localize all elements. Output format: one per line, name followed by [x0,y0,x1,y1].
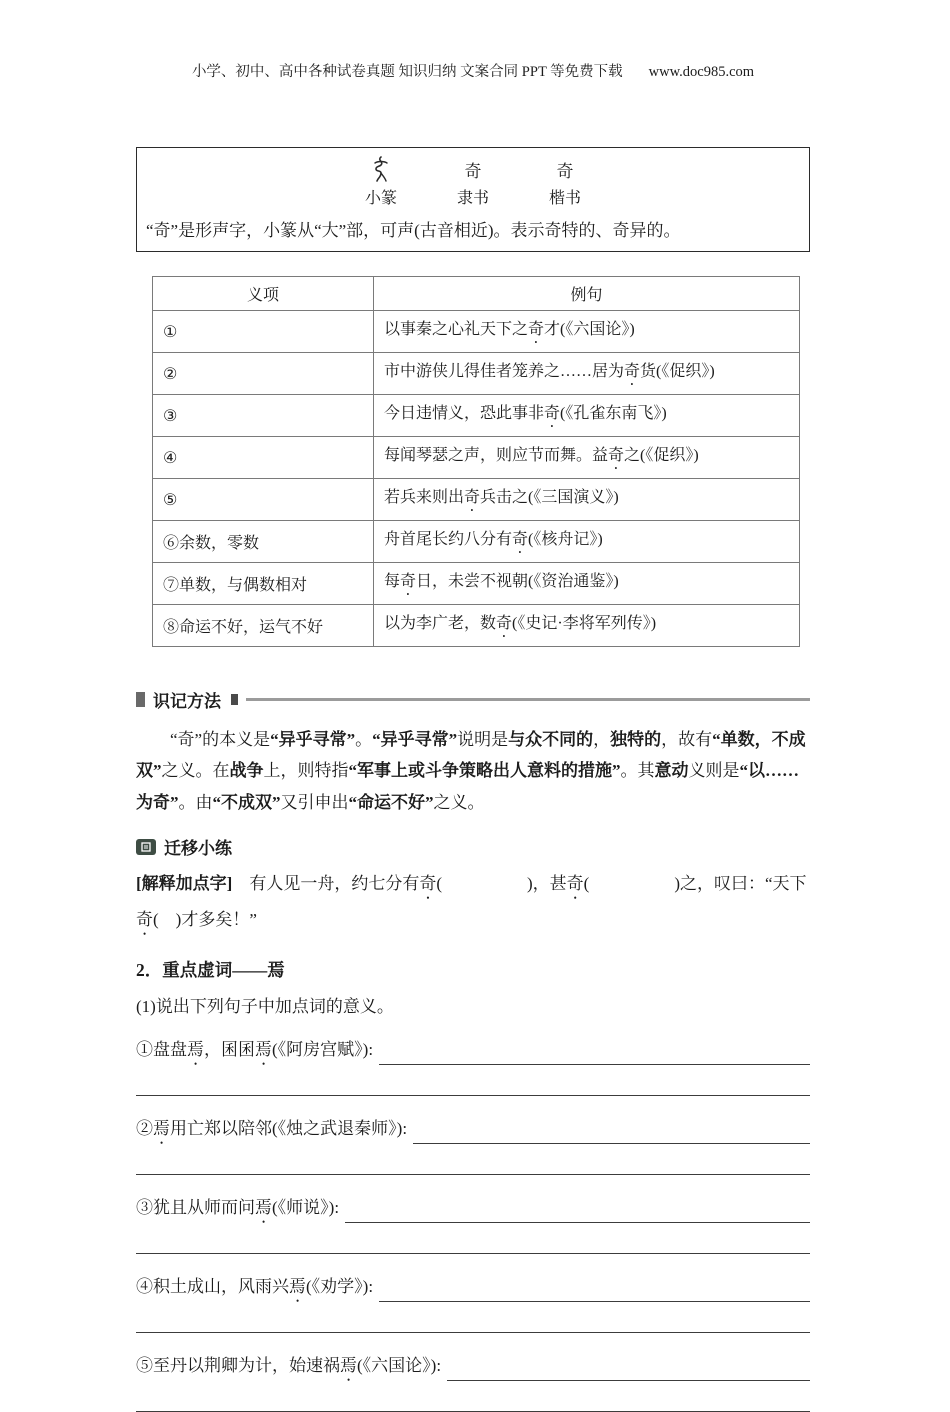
example-cell: 每奇日，未尝不视朝(《资治通鉴》) [374,563,800,605]
question-line [136,1114,810,1148]
example-cell: 舟首尾长约八分有奇(《核舟记》) [374,521,800,563]
script-seal-column [352,156,410,208]
question-text: ⑤至丹以荆卿为计，始速祸焉(《六国论》): [136,1356,446,1376]
table-header-item: 义项 [153,277,374,311]
script-forms-row [146,156,800,208]
site-header [136,60,810,81]
practice-title: 迁移小练 [164,839,232,859]
section-title: 识记方法 [153,692,221,711]
question-text: ④积土成山，风雨兴焉(《劝学》): [136,1277,378,1297]
question-block [136,1114,810,1175]
inline-answer-blank [413,1143,810,1144]
table-row [153,479,800,521]
script-label-seal: 小篆 [364,190,397,207]
practice-header [136,834,810,859]
inline-answer-blank [379,1301,810,1302]
meaning-item-cell: ⑧命运不好，运气不好 [153,605,374,647]
inline-answer-blank [379,1064,810,1065]
meaning-item-cell: ③ [153,395,374,437]
example-cell: 以为李广老，数奇(《史记·李将军列传》) [374,605,800,647]
table-header-example: 例句 [374,277,800,311]
script-label-clerical: 隶书 [456,190,489,207]
question-line [136,1351,810,1385]
meaning-item-cell: ⑤ [153,479,374,521]
example-cell: 今日违情义，恐此事非奇(《孔雀东南飞》) [374,395,800,437]
example-cell: 每闻琴瑟之声，则应节而舞。益奇之(《促织》) [374,437,800,479]
section-divider [246,698,810,701]
seal-script-glyph [372,156,390,182]
inline-answer-blank [447,1380,810,1381]
meaning-item-cell: ⑦单数，与偶数相对 [153,563,374,605]
table-row [153,311,800,353]
meaning-item-cell: ② [153,353,374,395]
question-block [136,1035,810,1096]
question-block [136,1272,810,1333]
script-regular-column [536,156,594,208]
meaning-item-cell: ④ [153,437,374,479]
answer-line [136,1332,810,1333]
meaning-item-cell: ① [153,311,374,353]
question-text: ①盘盘焉，囷囷焉(《阿房宫赋》): [136,1040,378,1060]
header-url-link[interactable]: www.doc985.com [648,64,755,80]
regular-script-char: 奇 [556,161,574,181]
script-clerical-column [444,156,502,208]
meaning-item-cell: ⑥余数，零数 [153,521,374,563]
table-row [153,395,800,437]
character-description: “奇”是形声字，小篆从“大”部，可声(古音相近)。表示奇特的、奇异的。 [146,221,681,240]
inline-answer-blank [345,1222,810,1223]
clerical-script-char: 奇 [464,161,482,181]
answer-line [136,1253,810,1254]
example-cell: 以事秦之心礼天下之奇才(《六国论》) [374,311,800,353]
meanings-table [152,276,800,647]
table-row [153,563,800,605]
section-square-icon [231,694,238,705]
practice-icon [136,839,156,855]
answer-line [136,1174,810,1175]
answer-line [136,1095,810,1096]
memory-paragraph: “奇”的本义是“异乎寻常”。“异乎寻常”说明是与众不同的，独特的，故有“单数，不成双”之义。在战争上，则特指“军事上或斗争策略出人意料的措施”。其意动义则是“以……为奇”。由“不成双”又引申出“命运不好”之义。 [136,730,806,812]
question-line [136,1272,810,1306]
question-block [136,1351,810,1412]
table-header-row [153,277,800,311]
example-cell: 若兵来则出奇兵击之(《三国演义》) [374,479,800,521]
focus-instruction: (1)说出下列句子中加点词的意义。 [136,997,394,1017]
practice-prompt: [解释加点字] 有人见一舟，约七分有奇( )，甚奇( )之，叹曰：“天下奇( )才多矣！” [136,874,807,930]
example-cell: 市中游侠儿得佳者笼养之……居为奇货(《促织》) [374,353,800,395]
table-row [153,521,800,563]
table-row [153,353,800,395]
section-heading-focus-word: 2．重点虚词——焉 [136,960,285,981]
question-text: ②焉用亡郑以陪邻(《烛之武退秦师》): [136,1119,412,1139]
character-box [136,147,810,252]
section-bar-icon [136,692,145,707]
question-text: ③犹且从师而问焉(《师说》): [136,1198,344,1218]
question-line [136,1035,810,1069]
section-header-memory [136,687,810,712]
header-text: 小学、初中、高中各种试卷真题 知识归纳 文案合同 PPT 等免费下载 [191,64,623,80]
script-label-regular: 楷书 [548,190,581,207]
table-row [153,605,800,647]
table-row [153,437,800,479]
question-block [136,1193,810,1254]
question-line [136,1193,810,1227]
